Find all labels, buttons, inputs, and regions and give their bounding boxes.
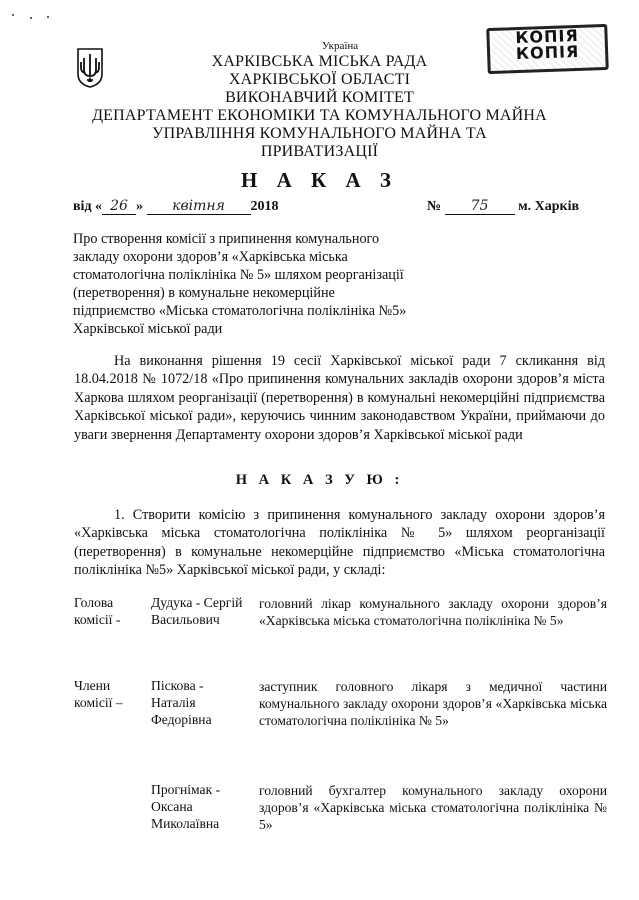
header-line-4: ДЕПАРТАМЕНТ ЕКОНОМІКИ ТА КОМУНАЛЬНОГО МАЙНА — [92, 107, 547, 124]
member-3-description: головний бухгалтер комунального закладу охорони здоров’я «Харківська міська стоматологічна поліклініка № 5» — [259, 783, 607, 832]
date-year: 2018 — [250, 199, 279, 214]
preamble-paragraph — [74, 352, 605, 444]
member-1-role: Голова комісії - — [74, 595, 121, 627]
header-line-6: ПРИВАТИЗАЦІЇ — [260, 143, 379, 160]
header-line-3: ВИКОНАВЧИЙ КОМІТЕТ — [225, 89, 414, 106]
number-value: 75 — [445, 198, 515, 215]
number-line — [427, 198, 579, 215]
scan-speck — [12, 14, 14, 16]
order-subject: Про створення комісії з припинення комунального закладу охорони здоров’я «Харківська міська стоматологічна поліклініка № 5» шляхом реорганізації (перетворення) в комунальне некомерційне підприємство «Міська стоматологічна поліклініка №5» Харківської міської ради — [73, 231, 407, 337]
header-line-5: УПРАВЛІННЯ КОМУНАЛЬНОГО МАЙНА ТА — [152, 125, 487, 142]
stamp-line-1: КОПІЯ — [515, 25, 580, 48]
header-line-2: ХАРКІВСЬКОЇ ОБЛАСТІ — [228, 71, 411, 88]
scan-speck — [30, 17, 32, 19]
date-mid: » — [136, 199, 144, 214]
header-line-1: ХАРКІВСЬКА МІСЬКА РАДА — [211, 53, 428, 70]
order-heading: Н А К А З У Ю : — [235, 472, 404, 488]
item-1-text: 1. Створити комісію з припинення комунального закладу охорони здоров’я «Харківська міська стоматологічна поліклініка № 5» шляхом реорганізації (перетворення) в комунальне некомерційне підприємство «Міська стоматологічна поліклініка №5» Харківської міської ради, у складі: — [74, 507, 605, 579]
member-2-description: заступник головного лікаря з медичної частини комунального закладу охорони здоров’я «Харківська міська стоматологічна поліклініка № 5» — [259, 679, 607, 728]
number-prefix: № — [427, 199, 442, 214]
member-2-name: Піскова - Наталія Федорівна — [151, 678, 212, 727]
scan-speck — [47, 16, 49, 18]
date-month: квітня — [147, 198, 251, 215]
stamp-line-2: КОПІЯ — [515, 41, 580, 64]
document-title: Н А К А З — [241, 168, 398, 192]
date-line — [73, 198, 279, 215]
date-day: 26 — [102, 198, 136, 215]
city-label: м. Харків — [518, 199, 580, 214]
member-2-role: Члени комісії – — [74, 678, 123, 710]
preamble-text: На виконання рішення 19 сесії Харківської міської ради 7 скликання від 18.04.2018 № 1072/18 «Про припинення комунальних закладів охорони здоров’я міста Харкова шляхом реорганізації (перетворення) в комунальні некомерційні підприємства Харківської міської ради», керуючись чинним законодавством України, приймаючи до уваги звернення Департаменту охорони здоров’я Харківської міської ради — [74, 353, 605, 443]
member-1-description: головний лікар комунального закладу охорони здоров’я «Харківська міська стоматологічна поліклініка № 5» — [259, 596, 607, 628]
item-1-paragraph — [74, 506, 605, 580]
country-label: Україна — [321, 40, 359, 52]
member-1-name: Дудука - Сергій Васильович — [151, 595, 243, 627]
date-prefix: від « — [73, 199, 103, 214]
member-3-name: Прогнімак - Оксана Миколаївна — [151, 782, 221, 831]
copy-stamp — [486, 24, 609, 74]
